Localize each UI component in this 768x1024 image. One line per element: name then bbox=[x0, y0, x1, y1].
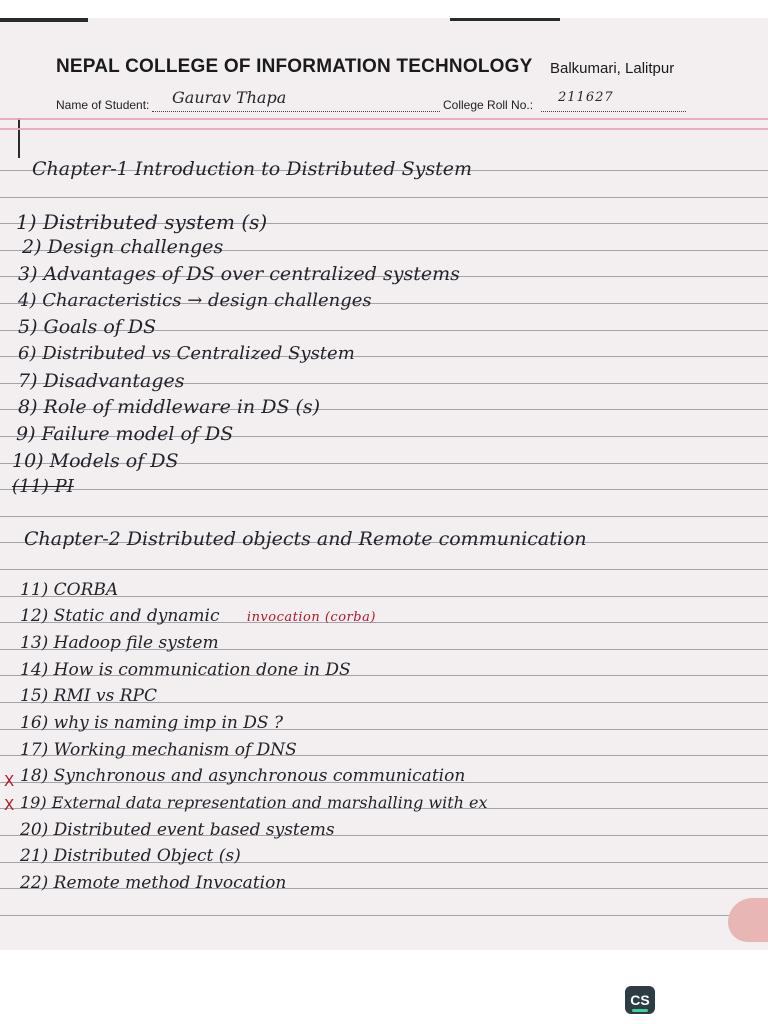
roll-no-dots bbox=[541, 110, 686, 112]
chapter2-item-text: 12) Static and dynamic bbox=[20, 606, 220, 626]
camscanner-icon: CS bbox=[625, 986, 655, 1014]
page-header bbox=[0, 18, 768, 138]
margin-line bbox=[18, 118, 20, 158]
college-location: Balkumari, Lalitpur bbox=[550, 60, 675, 77]
chapter1-item: 4) Characteristics → design challenges bbox=[18, 290, 372, 311]
chapter2-item: 13) Hadoop file system bbox=[20, 633, 219, 653]
roll-no-label: College Roll No.: bbox=[443, 98, 534, 112]
chapter2-item: 18) Synchronous and asynchronous communication bbox=[20, 766, 466, 786]
chapter1-item: 1) Distributed system (s) bbox=[16, 210, 268, 234]
college-name: NEPAL COLLEGE OF INFORMATION TECHNOLOGY bbox=[56, 56, 533, 77]
chapter1-item: 8) Role of middleware in DS (s) bbox=[18, 396, 321, 418]
cross-mark: X bbox=[4, 772, 15, 790]
chapter2-item: 22) Remote method Invocation bbox=[20, 873, 287, 893]
chapter2-item: 19) External data representation and marshalling with ex bbox=[20, 793, 488, 812]
chapter2-item: 14) How is communication done in DS bbox=[20, 660, 351, 680]
chapter2-item bbox=[20, 606, 376, 632]
chapter2-title: Chapter-2 Distributed objects and Remote communication bbox=[24, 528, 587, 550]
ruled-line bbox=[0, 569, 768, 570]
chapter1-item: 5) Goals of DS bbox=[18, 316, 157, 338]
chapter2-item: 21) Distributed Object (s) bbox=[20, 846, 241, 866]
chapter1-item: 3) Advantages of DS over centralized systems bbox=[18, 263, 460, 285]
ruled-line bbox=[0, 489, 768, 490]
chapter2-item: 17) Working mechanism of DNS bbox=[20, 740, 297, 760]
student-name-value: Gaurav Thapa bbox=[172, 88, 287, 107]
ruled-line bbox=[0, 197, 768, 198]
roll-no-value: 211627 bbox=[558, 90, 614, 105]
chapter2-item-note: invocation (corba) bbox=[246, 610, 376, 625]
chapter1-item: 9) Failure model of DS bbox=[16, 423, 234, 445]
thumb-shadow bbox=[728, 898, 768, 942]
chapter1-item: 2) Design challenges bbox=[22, 236, 224, 258]
scan-edge bbox=[0, 18, 88, 22]
chapter1-item: (11) PI bbox=[12, 476, 74, 497]
ruled-line bbox=[0, 915, 768, 916]
ruled-line bbox=[0, 516, 768, 517]
scan-edge bbox=[450, 18, 560, 21]
chapter1-title: Chapter-1 Introduction to Distributed System bbox=[32, 158, 472, 180]
notebook-page bbox=[0, 18, 768, 950]
chapter1-item: 7) Disadvantages bbox=[18, 370, 185, 392]
chapter2-item: 16) why is naming imp in DS ? bbox=[20, 713, 284, 733]
student-name-dots bbox=[152, 110, 440, 112]
student-name-label: Name of Student: bbox=[56, 98, 150, 112]
chapter2-item: 20) Distributed event based systems bbox=[20, 820, 335, 840]
header-rule bbox=[0, 118, 768, 120]
chapter2-item: 15) RMI vs RPC bbox=[20, 686, 157, 706]
chapter1-item: 6) Distributed vs Centralized System bbox=[18, 343, 355, 364]
chapter2-item: 11) CORBA bbox=[20, 580, 119, 600]
header-rule bbox=[0, 128, 768, 130]
cross-mark: X bbox=[4, 796, 15, 814]
chapter1-item: 10) Models of DS bbox=[12, 450, 179, 472]
